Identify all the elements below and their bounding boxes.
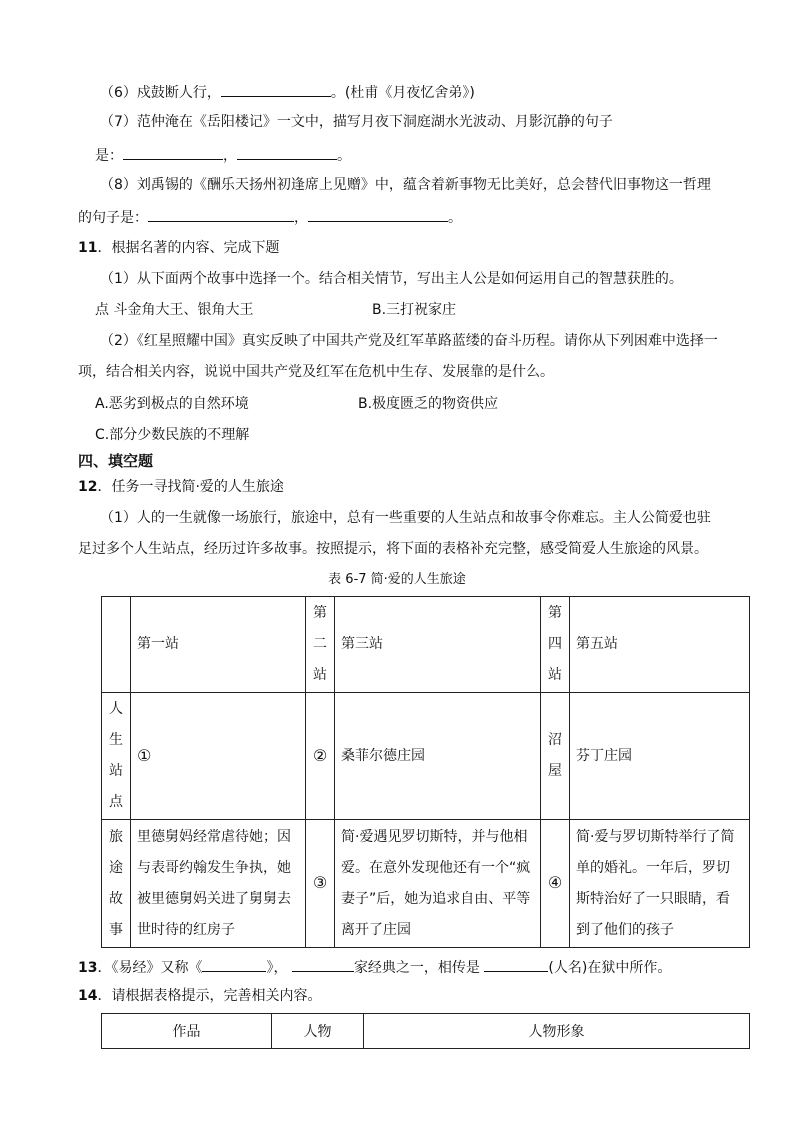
- header-station-1: 第一站: [131, 597, 306, 693]
- q7-end: 。: [337, 148, 351, 164]
- q13-number: 13: [78, 960, 98, 976]
- answer-marker-3: ③: [312, 873, 328, 892]
- story-cell-4[interactable]: [541, 820, 570, 948]
- q13-answer-blank-3[interactable]: [484, 956, 548, 972]
- q14-number: 14: [78, 988, 98, 1004]
- q13-part1: ．《易经》又称《: [97, 960, 203, 976]
- q11-sub2-line2: 项，结合相关内容，说说中国共产党及红军在危机中生存、发展靠的是什么。: [78, 364, 554, 380]
- q11-option-b: B.三打祝家庄: [372, 302, 457, 318]
- row-label-stations-text: 人生站点: [109, 701, 123, 810]
- table-caption: 表 6-7 简·爱的人生旅途: [328, 572, 466, 587]
- q13-part4: (人名)在狱中所作。: [548, 960, 672, 976]
- character-table: [101, 1013, 750, 1049]
- answer-marker-2: ②: [312, 745, 328, 765]
- row-label-stations: [102, 693, 131, 820]
- q8-line1: （8）刘禹锡的《酬乐天扬州初逢席上见赠》中，蕴含着新事物无比美好，总会替代旧事物这一哲理: [100, 177, 711, 193]
- q7-line1: （7）范仲淹在《岳阳楼记》一文中，描写月夜下洞庭湖水光波动、月影沉静的句子: [100, 114, 613, 130]
- row-label-stories-text: 旅途故事: [109, 828, 123, 938]
- q11-choice-b: B.极度匮乏的物资供应: [358, 396, 499, 412]
- q13-answer-blank-1[interactable]: [202, 956, 266, 972]
- station-cell-4: [541, 693, 570, 820]
- q11-title: ．根据名著的内容、完成下题: [97, 240, 280, 256]
- q8-prefix: 的句子是：: [78, 210, 148, 226]
- q8-answer-blank-1[interactable]: [148, 206, 294, 222]
- story-cell-1: [131, 820, 306, 948]
- q12-para-line1: （1）人的一生就像一场旅行，旅途中，总有一些重要的人生站点和故事令你难忘。主人公简爱也驻: [100, 510, 711, 526]
- header-work: 作品: [102, 1014, 272, 1049]
- q13-part3: 家经典之一，相传是: [353, 960, 480, 976]
- station-cell-2[interactable]: [306, 693, 335, 820]
- story-text-3: 简·爱遇见罗切斯特，并与他相爱。在意外发现他还有一个“疯妻子”后，她为追求自由、平等离开了庄园: [341, 828, 531, 938]
- answer-marker-4: ④: [547, 873, 563, 892]
- q11-choice-a: A.恶劣到极点的自然环境: [95, 396, 249, 412]
- station-cell-4-text: 沼屋: [548, 732, 562, 779]
- q8-separator: ，: [294, 210, 308, 226]
- q6-suffix: 。(杜甫《月夜忆舍弟》): [330, 85, 475, 101]
- header-character: 人物: [272, 1014, 364, 1049]
- story-text-1: 里德舅妈经常虐待她；因与表哥约翰发生争执，她被里德舅妈关进了舅舅去世时待的红房子: [137, 828, 291, 938]
- q13-part2: 》，: [266, 960, 288, 976]
- story-cell-2[interactable]: [306, 820, 335, 948]
- header-station-2: [306, 597, 335, 693]
- header-station-4: [541, 597, 570, 693]
- table-header-row: [102, 597, 750, 693]
- header-station-4-text: 第四站: [548, 605, 562, 683]
- q7-line2: [95, 144, 351, 166]
- q7-separator: ，: [223, 148, 237, 164]
- q8-answer-blank-2[interactable]: [308, 206, 448, 222]
- q12-number: 12: [78, 479, 98, 495]
- story-text-5: 简·爱与罗切斯特举行了简单的婚礼。一年后，罗切斯特治好了一只眼睛，看到了他们的孩子: [576, 828, 735, 938]
- q13-line: [78, 956, 671, 978]
- header-station-5: 第五站: [570, 597, 750, 693]
- q11-heading: [78, 238, 279, 258]
- header-station-3: 第三站: [335, 597, 541, 693]
- row-label-stories: [102, 820, 131, 948]
- section-heading: 四、填空题: [78, 452, 154, 470]
- q6-line: [100, 81, 475, 103]
- q7-answer-blank-1[interactable]: [123, 144, 223, 160]
- q11-sub1: （1）从下面两个故事中选择一个。结合相关情节，写出主人公是如何运用自己的智慧获胜的。: [100, 271, 683, 287]
- story-cell-5: [570, 820, 750, 948]
- q8-end: 。: [448, 210, 462, 226]
- station-cell-1[interactable]: [131, 693, 306, 820]
- q8-line2: [78, 206, 462, 228]
- q7-prefix: 是：: [95, 148, 123, 164]
- q13-answer-blank-2[interactable]: [292, 956, 354, 972]
- table-row-stories: [102, 820, 750, 948]
- station-cell-3: 桑菲尔德庄园: [335, 693, 541, 820]
- q7-answer-blank-2[interactable]: [237, 144, 337, 160]
- q11-sub2-line1: （2）《红星照耀中国》真实反映了中国共产党及红军革路蓝缕的奋斗历程。请你从下列困难中选择一: [100, 333, 718, 349]
- q12-heading: [78, 477, 284, 497]
- q11-number: 11: [78, 240, 98, 256]
- q6-answer-blank[interactable]: [221, 81, 331, 97]
- table-row-stations: [102, 693, 750, 820]
- journey-table: [101, 596, 750, 948]
- answer-marker-1: ①: [137, 745, 152, 765]
- q11-choice-c: C.部分少数民族的不理解: [95, 427, 250, 443]
- header-station-2-text: 第二站: [313, 605, 327, 683]
- q14-heading: [78, 986, 321, 1006]
- character-table-header: [102, 1014, 750, 1049]
- header-character-image: 人物形象: [364, 1014, 750, 1049]
- q11-option-a: 点 斗金角大王、银角大王: [95, 302, 254, 318]
- q6-prefix: （6）戍鼓断人行，: [100, 85, 221, 101]
- q12-title: ．任务一寻找简·爱的人生旅途: [97, 479, 284, 495]
- q12-para-line2: 足过多个人生站点，经历过许多故事。按照提示，将下面的表格补充完整，感受简爱人生旅途的风景。: [78, 541, 708, 557]
- header-corner-cell: [102, 597, 131, 693]
- station-cell-5: 芬丁庄园: [570, 693, 750, 820]
- story-cell-3: [335, 820, 541, 948]
- q14-title: ．请根据表格提示，完善相关内容。: [97, 988, 322, 1004]
